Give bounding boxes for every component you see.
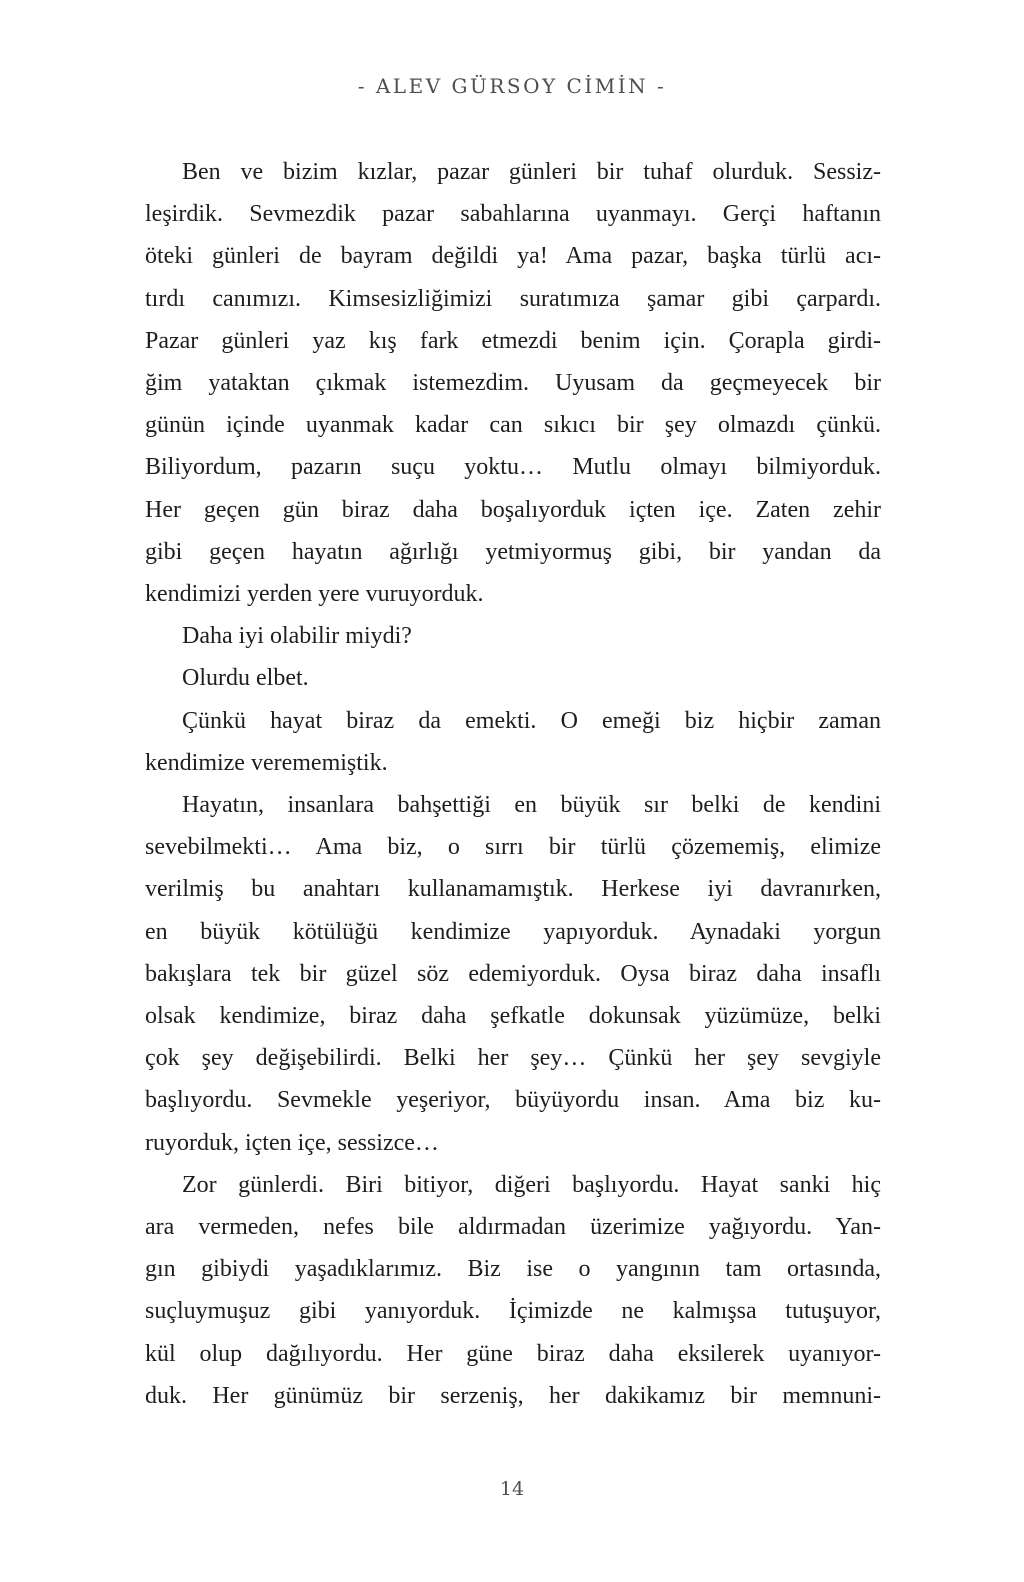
text-line: olsak kendimize, biraz daha şefkatle dokunsak yüzümüze, belki xyxy=(145,1003,881,1030)
text-line: Ben ve bizim kızlar, pazar günleri bir tuhaf olurduk. Sessiz- xyxy=(182,159,881,185)
text-line: ruyorduk, içten içe, sessizce… xyxy=(145,1129,439,1156)
text-line: Olurdu elbet. xyxy=(182,665,309,692)
text-line: duk. Her günümüz bir serzeniş, her dakikamız bir memnuni- xyxy=(145,1382,881,1409)
text-line: ara vermeden, nefes bile aldırmadan üzerimize yağıyordu. Yan- xyxy=(145,1214,881,1241)
text-line: kendimize verememiştik. xyxy=(145,749,388,776)
text-line: Biliyordum, pazarın suçu yoktu… Mutlu olmayı bilmiyorduk. xyxy=(145,454,881,481)
text-line: Zor günlerdi. Biri bitiyor, diğeri başlıyordu. Hayat sanki hiç xyxy=(182,1171,881,1198)
text-line: günün içinde uyanmak kadar can sıkıcı bir şey olmazdı çünkü. xyxy=(145,412,881,439)
running-header-author: - ALEV GÜRSOY CİMİN - xyxy=(357,74,667,98)
text-line: sevebilmekti… Ama biz, o sırrı bir türlü çözememiş, elimize xyxy=(145,834,881,861)
text-line: kendimizi yerden yere vuruyorduk. xyxy=(145,581,484,608)
text-line: suçluymuşuz gibi yanıyorduk. İçimizde ne kalmışsa tutuşuyor, xyxy=(145,1298,881,1325)
text-line: bakışlara tek bir güzel söz edemiyorduk. Oysa biraz daha insaflı xyxy=(145,960,881,987)
text-line: Pazar günleri yaz kış fark etmezdi benim için. Çorapla girdi- xyxy=(145,327,881,354)
text-line: leşirdik. Sevmezdik pazar sabahlarına uyanmayı. Gerçi haftanın xyxy=(145,201,881,228)
text-line: Hayatın, insanlara bahşettiği en büyük sır belki de kendini xyxy=(182,792,881,819)
text-line: Daha iyi olabilir miydi? xyxy=(182,623,412,650)
text-line: çok şey değişebilirdi. Belki her şey… Çünkü her şey sevgiyle xyxy=(145,1045,881,1072)
paragraph xyxy=(145,615,881,657)
text-line: verilmiş bu anahtarı kullanamamıştık. Herkese iyi davranırken, xyxy=(145,876,881,903)
text-line: başlıyordu. Sevmekle yeşeriyor, büyüyordu insan. Ama biz ku- xyxy=(145,1087,881,1114)
paragraph xyxy=(145,784,881,1164)
text-line: tırdı canımızı. Kimsesizliğimizi suratımıza şamar gibi çarpardı. xyxy=(145,285,881,312)
text-line: gibi geçen hayatın ağırlığı yetmiyormuş gibi, bir yandan da xyxy=(145,538,881,565)
text-line: Her geçen gün biraz daha boşalıyorduk içten içe. Zaten zehir xyxy=(145,496,881,523)
text-line: kül olup dağılıyordu. Her güne biraz daha eksilerek uyanıyor- xyxy=(145,1340,881,1367)
page-body-text xyxy=(145,151,881,1417)
text-line: en büyük kötülüğü kendimize yapıyorduk. Aynadaki yorgun xyxy=(145,918,881,945)
paragraph xyxy=(145,657,881,699)
text-line: ğim yataktan çıkmak istemezdim. Uyusam da geçmeyecek bir xyxy=(145,370,881,397)
paragraph xyxy=(145,1164,881,1417)
page-number: 14 xyxy=(499,1478,525,1500)
text-line: gın gibiydi yaşadıklarımız. Biz ise o yangının tam ortasında, xyxy=(145,1256,881,1283)
text-line: öteki günleri de bayram değildi ya! Ama pazar, başka türlü acı- xyxy=(145,243,881,270)
paragraph xyxy=(145,151,881,615)
paragraph xyxy=(145,700,881,784)
text-line: Çünkü hayat biraz da emekti. O emeği biz hiçbir zaman xyxy=(182,707,881,734)
